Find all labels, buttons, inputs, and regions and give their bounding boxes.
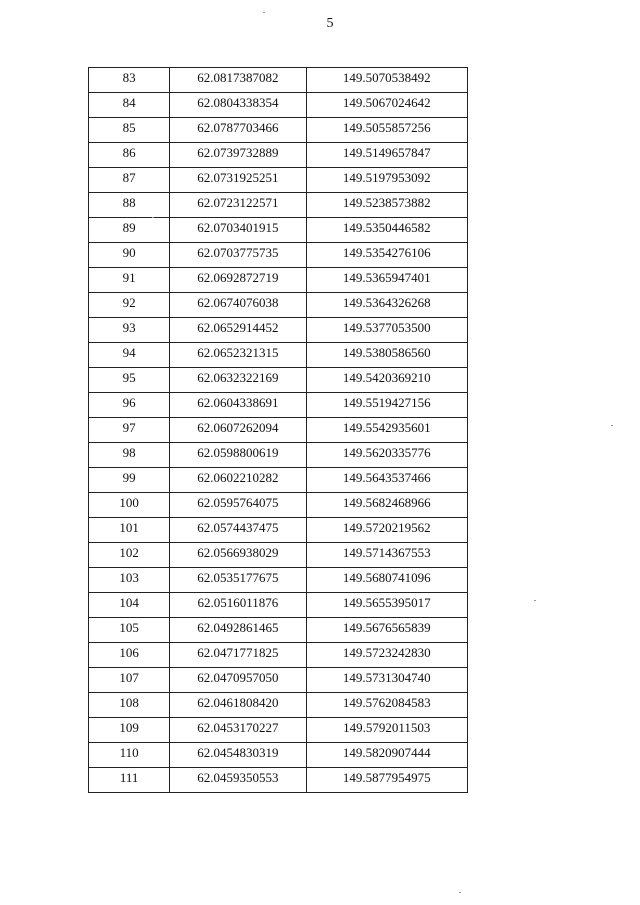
table-row (89, 293, 468, 318)
table-row (89, 143, 468, 168)
scan-speck (611, 425, 613, 426)
point-number-cell: 111 (89, 768, 170, 793)
latitude-cell: 62.0731925251 (170, 168, 306, 193)
latitude-cell: 62.0607262094 (170, 418, 306, 443)
table-row (89, 368, 468, 393)
table-row (89, 593, 468, 618)
longitude-cell: 149.5877954975 (306, 768, 467, 793)
point-number-cell: 96 (89, 393, 170, 418)
coordinates-table (88, 67, 468, 793)
table-row (89, 343, 468, 368)
scan-speck (534, 600, 536, 601)
longitude-cell: 149.5055857256 (306, 118, 467, 143)
point-number-cell: 97 (89, 418, 170, 443)
longitude-cell: 149.5420369210 (306, 368, 467, 393)
point-number-cell: 86 (89, 143, 170, 168)
latitude-cell: 62.0516011876 (170, 593, 306, 618)
longitude-cell: 149.5762084583 (306, 693, 467, 718)
latitude-cell: 62.0454830319 (170, 743, 306, 768)
table-row (89, 743, 468, 768)
latitude-cell: 62.0470957050 (170, 668, 306, 693)
longitude-cell: 149.5720219562 (306, 518, 467, 543)
page-number: 5 (326, 16, 334, 31)
point-number-cell: 93 (89, 318, 170, 343)
longitude-cell: 149.5820907444 (306, 743, 467, 768)
table-row (89, 718, 468, 743)
point-number-cell: 91 (89, 268, 170, 293)
point-number-cell: 110 (89, 743, 170, 768)
latitude-cell: 62.0535177675 (170, 568, 306, 593)
table-row (89, 268, 468, 293)
table-row (89, 418, 468, 443)
latitude-cell: 62.0652321315 (170, 343, 306, 368)
latitude-cell: 62.0692872719 (170, 268, 306, 293)
point-number-cell: 107 (89, 668, 170, 693)
latitude-cell: 62.0739732889 (170, 143, 306, 168)
point-number-cell: 89 (89, 218, 170, 243)
latitude-cell: 62.0804338354 (170, 93, 306, 118)
table-row (89, 768, 468, 793)
table-row (89, 468, 468, 493)
latitude-cell: 62.0674076038 (170, 293, 306, 318)
table-row (89, 643, 468, 668)
longitude-cell: 149.5731304740 (306, 668, 467, 693)
table-row (89, 393, 468, 418)
table-row (89, 243, 468, 268)
longitude-cell: 149.5377053500 (306, 318, 467, 343)
longitude-cell: 149.5380586560 (306, 343, 467, 368)
latitude-cell: 62.0598800619 (170, 443, 306, 468)
longitude-cell: 149.5542935601 (306, 418, 467, 443)
point-number-cell: 90 (89, 243, 170, 268)
table-row (89, 318, 468, 343)
scan-speck (263, 12, 265, 13)
latitude-cell: 62.0602210282 (170, 468, 306, 493)
table-row (89, 218, 468, 243)
point-number-cell: 106 (89, 643, 170, 668)
longitude-cell: 149.5197953092 (306, 168, 467, 193)
longitude-cell: 149.5364326268 (306, 293, 467, 318)
table-row (89, 668, 468, 693)
latitude-cell: 62.0703401915 (170, 218, 306, 243)
table-row (89, 118, 468, 143)
point-number-cell: 84 (89, 93, 170, 118)
point-number-cell: 83 (89, 68, 170, 93)
table-row (89, 493, 468, 518)
latitude-cell: 62.0632322169 (170, 368, 306, 393)
point-number-cell: 92 (89, 293, 170, 318)
latitude-cell: 62.0652914452 (170, 318, 306, 343)
point-number-cell: 88 (89, 193, 170, 218)
point-number-cell: 103 (89, 568, 170, 593)
longitude-cell: 149.5682468966 (306, 493, 467, 518)
latitude-cell: 62.0492861465 (170, 618, 306, 643)
latitude-cell: 62.0703775735 (170, 243, 306, 268)
point-number-cell: 85 (89, 118, 170, 143)
latitude-cell: 62.0459350553 (170, 768, 306, 793)
table-row (89, 93, 468, 118)
point-number-cell: 104 (89, 593, 170, 618)
latitude-cell: 62.0453170227 (170, 718, 306, 743)
longitude-cell: 149.5723242830 (306, 643, 467, 668)
point-number-cell: 109 (89, 718, 170, 743)
longitude-cell: 149.5238573882 (306, 193, 467, 218)
longitude-cell: 149.5714367553 (306, 543, 467, 568)
table-row (89, 193, 468, 218)
longitude-cell: 149.5350446582 (306, 218, 467, 243)
latitude-cell: 62.0461808420 (170, 693, 306, 718)
scan-speck (459, 892, 461, 893)
table-row (89, 543, 468, 568)
table-row (89, 618, 468, 643)
longitude-cell: 149.5676565839 (306, 618, 467, 643)
latitude-cell: 62.0604338691 (170, 393, 306, 418)
coordinates-table-body (89, 68, 468, 793)
scan-speck (152, 217, 154, 218)
latitude-cell: 62.0787703466 (170, 118, 306, 143)
table-row (89, 443, 468, 468)
latitude-cell: 62.0574437475 (170, 518, 306, 543)
longitude-cell: 149.5792011503 (306, 718, 467, 743)
longitude-cell: 149.5149657847 (306, 143, 467, 168)
point-number-cell: 95 (89, 368, 170, 393)
point-number-cell: 100 (89, 493, 170, 518)
longitude-cell: 149.5643537466 (306, 468, 467, 493)
point-number-cell: 102 (89, 543, 170, 568)
point-number-cell: 108 (89, 693, 170, 718)
point-number-cell: 105 (89, 618, 170, 643)
table-row (89, 168, 468, 193)
longitude-cell: 149.5655395017 (306, 593, 467, 618)
table-row (89, 518, 468, 543)
longitude-cell: 149.5070538492 (306, 68, 467, 93)
point-number-cell: 87 (89, 168, 170, 193)
point-number-cell: 98 (89, 443, 170, 468)
longitude-cell: 149.5354276106 (306, 243, 467, 268)
point-number-cell: 99 (89, 468, 170, 493)
latitude-cell: 62.0817387082 (170, 68, 306, 93)
longitude-cell: 149.5620335776 (306, 443, 467, 468)
table-row (89, 568, 468, 593)
latitude-cell: 62.0595764075 (170, 493, 306, 518)
longitude-cell: 149.5067024642 (306, 93, 467, 118)
point-number-cell: 94 (89, 343, 170, 368)
longitude-cell: 149.5365947401 (306, 268, 467, 293)
point-number-cell: 101 (89, 518, 170, 543)
table-row (89, 68, 468, 93)
latitude-cell: 62.0471771825 (170, 643, 306, 668)
latitude-cell: 62.0566938029 (170, 543, 306, 568)
longitude-cell: 149.5519427156 (306, 393, 467, 418)
longitude-cell: 149.5680741096 (306, 568, 467, 593)
latitude-cell: 62.0723122571 (170, 193, 306, 218)
table-row (89, 693, 468, 718)
